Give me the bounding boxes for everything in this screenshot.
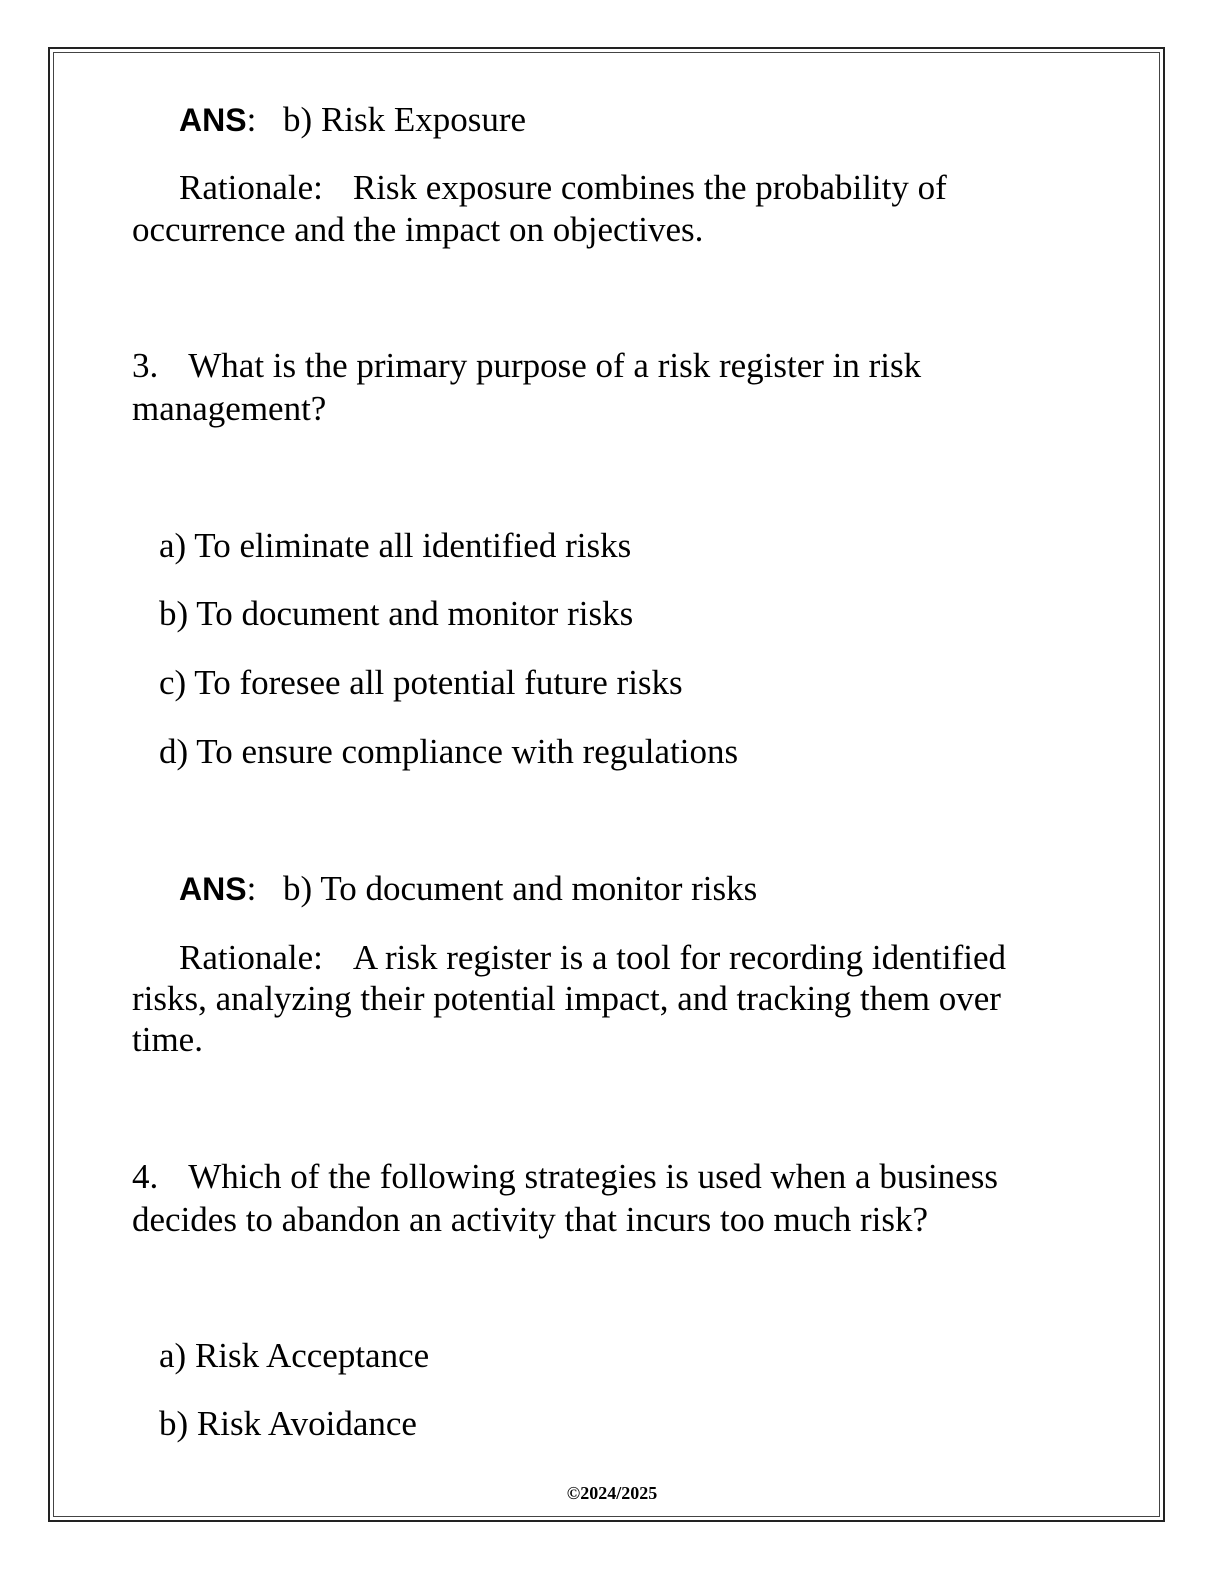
answer-text: b) Risk Exposure [283, 100, 527, 139]
question-3-line1 [132, 345, 921, 386]
ans-colon: : [246, 100, 257, 139]
ans-colon: : [246, 869, 257, 908]
answer-text: b) To document and monitor risks [283, 869, 758, 908]
rationale-2-line2: occurrence and the impact on objectives. [132, 210, 704, 249]
rationale-3-line2: risks, analyzing their potential impact, and tracking them over [132, 979, 1001, 1018]
question-number: 4. [132, 1157, 159, 1196]
answer-3 [179, 868, 757, 910]
q3-option-a: a) To eliminate all identified risks [159, 526, 632, 565]
q3-option-b: b) To document and monitor risks [159, 594, 634, 633]
rationale-label: Rationale: [179, 168, 323, 207]
ans-label: ANS [179, 102, 247, 138]
question-number: 3. [132, 346, 159, 385]
rationale-3-line3: time. [132, 1020, 203, 1059]
rationale-2-line1 [179, 167, 947, 208]
q3-option-c: c) To foresee all potential future risks [159, 663, 683, 702]
page-border-inner [53, 52, 1160, 1517]
question-text: Which of the following strategies is used when a business [188, 1157, 998, 1196]
q4-option-b: b) Risk Avoidance [159, 1404, 417, 1443]
question-4-line1 [132, 1156, 998, 1197]
rationale-3-line1 [179, 937, 1006, 978]
rationale-text: A risk register is a tool for recording identified [352, 938, 1007, 977]
rationale-text: Risk exposure combines the probability of [352, 168, 947, 207]
rationale-label: Rationale: [179, 938, 323, 977]
answer-2 [179, 99, 526, 141]
question-text: What is the primary purpose of a risk register in risk [188, 346, 922, 385]
q3-option-d: d) To ensure compliance with regulations [159, 732, 739, 771]
ans-label: ANS [179, 871, 247, 907]
question-4-line2: decides to abandon an activity that incurs too much risk? [132, 1200, 929, 1239]
copyright-footer: ©2024/2025 [566, 1483, 658, 1503]
q4-option-a: a) Risk Acceptance [159, 1336, 430, 1375]
question-3-line2: management? [132, 389, 327, 428]
